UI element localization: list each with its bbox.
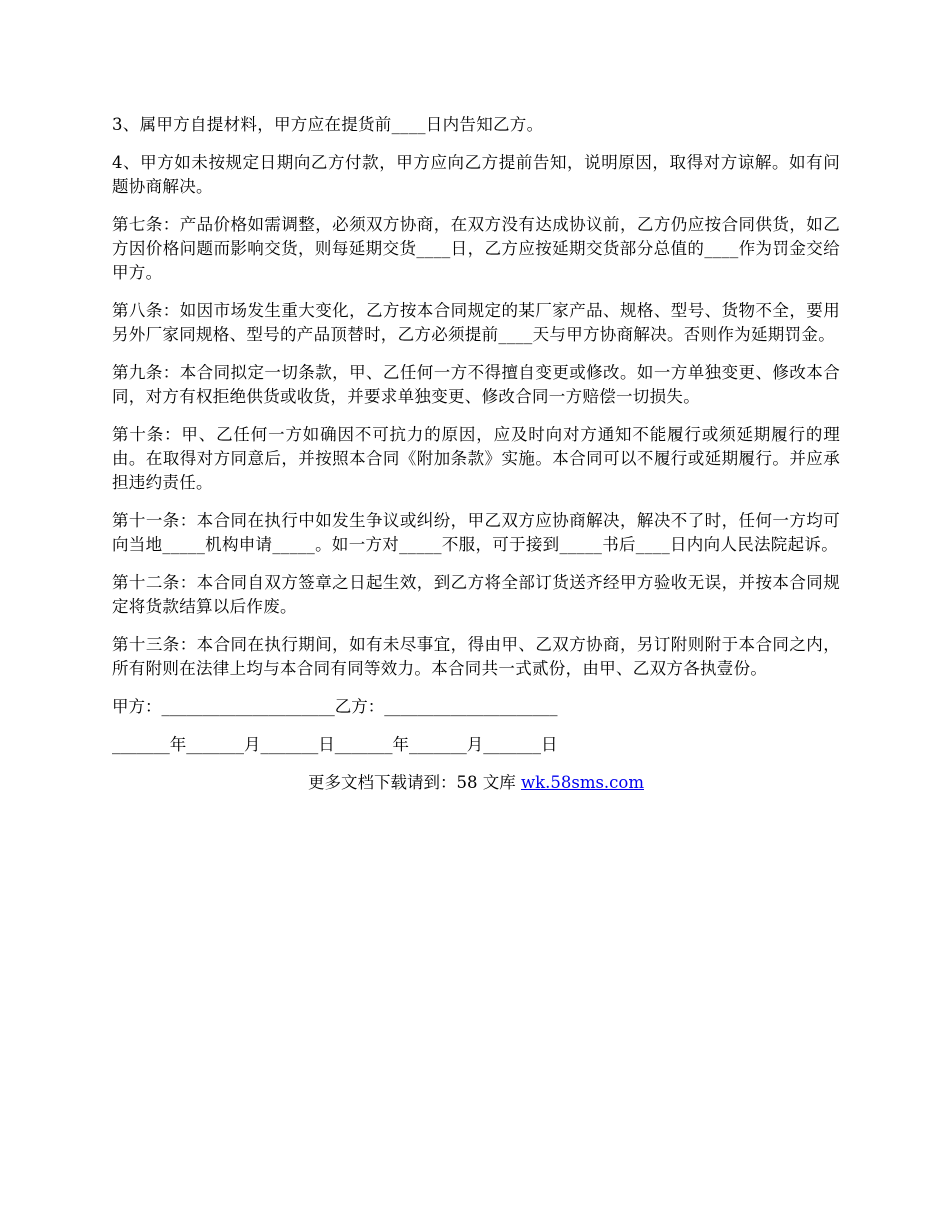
footer [112,771,840,795]
document-body [112,113,840,795]
article-10-force-majeure: 第十条：甲、乙任何一方如确因不可抗力的原因，应及时向对方通知不能履行或须延期履行的理由。在取得对方同意后，并按照本合同《附加条款》实施。本合同可以不履行或延期履行。并应承担违约责任。 [112,425,840,492]
article-12-effective: 第十二条：本合同自双方签章之日起生效，到乙方将全部订货送齐经甲方验收无误，并按本合同规定将货款结算以后作废。 [112,573,840,616]
date-line: _______年_______月_______日_______年_______月_______日 [112,735,558,754]
article-11-dispute: 第十一条：本合同在执行中如发生争议或纠纷，甲乙双方应协商解决，解决不了时，任何一方均可向当地_____机构申请_____。如一方对_____不服，可于接到_____书后____日内向人民法院起诉。 [112,511,840,554]
article-13-supplementary: 第十三条：本合同在执行期间，如有未尽事宜，得由甲、乙双方协商，另订附则附于本合同之内，所有附则在法律上均与本合同有同等效力。本合同共一式贰份，由甲、乙双方各执壹份。 [112,635,840,678]
article-9-no-modification: 第九条：本合同拟定一切条款，甲、乙任何一方不得擅自变更或修改。如一方单独变更、修改本合同，对方有权拒绝供货或收货，并要求单独变更、修改合同一方赔偿一切损失。 [112,363,840,406]
footer-prefix: 更多文档下载请到：58 文库 [307,773,521,792]
article-7-price-adjustment: 第七条：产品价格如需调整，必须双方协商，在双方没有达成协议前，乙方仍应按合同供货，如乙方因价格问题而影响交货，则每延期交货____日，乙方应按延期交货部分总值的____作为罚金交给甲方。 [112,215,840,282]
clause-3-self-pickup: 3、属甲方自提材料，甲方应在提货前____日内告知乙方。 [112,115,544,134]
footer-link[interactable]: wk.58sms.com [520,773,644,792]
clause-4-payment-notice: 4、甲方如未按规定日期向乙方付款，甲方应向乙方提前告知，说明原因，取得对方谅解。如有问题协商解决。 [112,153,840,196]
article-8-market-change: 第八条：如因市场发生重大变化，乙方按本合同规定的某厂家产品、规格、型号、货物不全，要用另外厂家同规格、型号的产品顶替时，乙方必须提前____天与甲方协商解决。否则作为延期罚金。 [112,301,840,344]
signature-line: 甲方：_____________________乙方：_____________________ [112,697,558,716]
